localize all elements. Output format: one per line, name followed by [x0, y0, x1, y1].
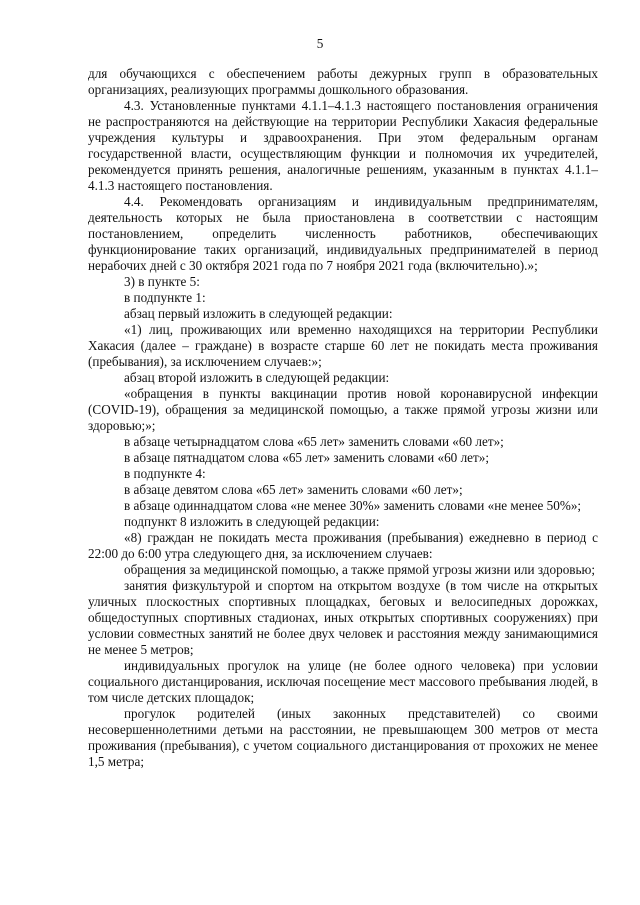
document-body — [88, 66, 598, 770]
paragraph: в подпункте 4: — [124, 466, 206, 481]
paragraph: обращения за медицинской помощью, а также прямой угрозы жизни или здоровью; — [124, 562, 596, 577]
paragraph: в абзаце пятнадцатом слова «65 лет» заменить словами «60 лет»; — [124, 450, 490, 465]
page-number: 5 — [316, 36, 324, 51]
paragraph: абзац второй изложить в следующей редакции: — [124, 370, 390, 385]
paragraph: 4.3. Установленные пунктами 4.1.1–4.1.3 настоящего постановления ограничения не распространяются на действующие на территории Республики Хакасия федеральные учреждения культуры и здравоохранения. При этом федеральным органам государственной власти, осуществляющим функции и полномочия их учредителей, рекомендуется принять решения, аналогичные решениям, указанным в пунктах 4.1.1–4.1.3 настоящего постановления. — [88, 98, 598, 193]
paragraph: прогулок родителей (иных законных представителей) со своими несовершеннолетними детьми на расстоянии, не превышающем 300 метров от места проживания (пребывания), с учетом социального дистанцирования от прохожих не менее 1,5 метра; — [88, 706, 598, 769]
paragraph: в абзаце одиннадцатом слова «не менее 30%» заменить словами «не менее 50%»; — [124, 498, 582, 513]
paragraph: индивидуальных прогулок на улице (не более одного человека) при условии социального дистанцирования, исключая посещение мест массового пребывания людей, в том числе детских площадок; — [88, 658, 598, 705]
paragraph: «1) лиц, проживающих или временно находящихся на территории Республики Хакасия (далее – граждане) в возрасте старше 60 лет не покидать места проживания (пребывания), за исключением случаев:»; — [88, 322, 598, 369]
paragraph: для обучающихся с обеспечением работы дежурных групп в образовательных организациях, реализующих программы дошкольного образования. — [88, 66, 598, 97]
paragraph: занятия физкультурой и спортом на открытом воздухе (в том числе на открытых уличных плоскостных спортивных площадках, беговых и велосипедных дорожках, общедоступных спортивных стадионах, иных открытых спортивных сооружениях) при условии совместных занятий не более двух человек и расстояния между занимающимися не менее 5 метров; — [88, 578, 598, 657]
paragraph: 4.4. Рекомендовать организациям и индивидуальным предпринимателям, деятельность которых не была приостановлена в соответствии с настоящим постановлением, определить численность работников, обеспечивающих функционирование таких организаций, индивидуальных предпринимателей в период нерабочих дней с 30 октября 2021 года по 7 ноября 2021 года (включительно).»; — [88, 194, 598, 273]
paragraph: «обращения в пункты вакцинации против новой коронавирусной инфекции (COVID-19), обращения за медицинской помощью, а также прямой угрозы жизни или здоровью;»; — [88, 386, 598, 433]
paragraph: подпункт 8 изложить в следующей редакции: — [124, 514, 380, 529]
paragraph: «8) граждан не покидать места проживания (пребывания) ежедневно в период с 22:00 до 6:00 утра следующего дня, за исключением случаев: — [88, 530, 598, 561]
paragraph: абзац первый изложить в следующей редакции: — [124, 306, 393, 321]
paragraph: 3) в пункте 5: — [124, 274, 200, 289]
paragraph: в абзаце четырнадцатом слова «65 лет» заменить словами «60 лет»; — [124, 434, 504, 449]
paragraph: в абзаце девятом слова «65 лет» заменить словами «60 лет»; — [124, 482, 463, 497]
paragraph: в подпункте 1: — [124, 290, 206, 305]
